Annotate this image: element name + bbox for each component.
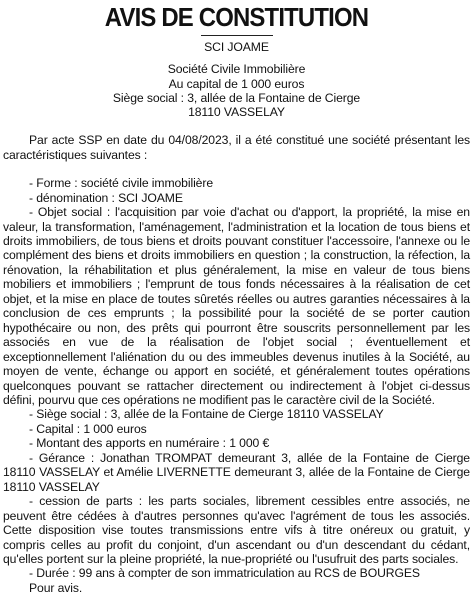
company-postcode-city: 18110 VASSELAY <box>188 105 285 120</box>
item-gerance: - Gérance : Jonathan TROMPAT demeurant 3, allée de la Fontaine de Cierge 18110 VASSELAY et Amélie LIVERNETTE demeurant 3, allée de la Fontaine de Cierge 18110 VASSELAY <box>3 450 470 494</box>
item-capital: - Capital : 1 000 euros <box>29 421 147 436</box>
item-objet-social: - Objet social : l'acquisition par voie d'achat ou d'apport, la propriété, la mise en valeur, la transformation, l'aménagement, l'administration et la location de tous biens et droits immobiliers, de tous biens et droits pouvant constituer l'accessoire, l'annexe ou le complément des biens et droits immobiliers en question ; la construction, la réfection, la rénovation, la réhabilitation et plus généralement, la mise en valeur de tous biens mobiliers et immobiliers ; l'emprunt de tous fonds nécessaires à la réalisation de cet objet, et la mise en place de toutes sûretés réelles ou autres garanties nécessaires à la conclusion de ces emprunts ; la possibilité pour la société de se porter caution hypothécaire ou non, des prêts qui pourront être souscrits personnellement par les associés en vue de la réalisation de l'objet social ; éventuellement et exceptionnellement l'aliénation du ou des immeubles devenus inutiles à la Société, au moyen de vente, échange ou apport en société, et généralement toutes opérations quelconques pouvant se rattacher directement ou indirectement à l'objet ci-dessus défini, pourvu que ces opérations ne modifient pas le caractère civil de la Société. <box>3 205 470 407</box>
item-apports: - Montant des apports en numéraire : 1 000 € <box>29 436 270 451</box>
company-form: Société Civile Immobilière <box>167 62 306 77</box>
item-siege-social: - Siège social : 3, allée de la Fontaine de Cierge 18110 VASSELAY <box>29 407 384 422</box>
item-forme: - Forme : société civile immobilière <box>29 176 213 191</box>
notice-title: AVIS DE CONSTITUTION <box>104 2 369 32</box>
company-header <box>3 62 470 119</box>
title-divider <box>201 35 273 36</box>
closing-text: Pour avis. <box>29 580 83 595</box>
company-capital: Au capital de 1 000 euros <box>168 76 305 91</box>
item-duree: - Durée : 99 ans à compter de son immatriculation au RCS de BOURGES <box>29 566 420 581</box>
item-cession-parts: - cession de parts : les parts sociales, librement cessibles entre associés, ne peuvent être cédées à d'autres personnes qu'avec l'agrément de tous les associés. Cette disposition vise toutes transmissions entre vifs à titre onéreux ou gratuit, y compris celles au profit du conjoint, d'un ascendant ou d'un descendant du cédant, qu'elles portent sur la pleine propriété, la nue-propriété ou l'usufruit des parts sociales. <box>3 494 470 566</box>
item-denomination: - dénomination : SCI JOAME <box>29 190 183 205</box>
intro-paragraph: Par acte SSP en date du 04/08/2023, il a été constitué une société présentant les caractéristiques suivantes : <box>3 133 470 162</box>
company-name: SCI JOAME <box>204 40 269 54</box>
company-address: Siège social : 3, allée de la Fontaine de Cierge <box>112 90 361 105</box>
